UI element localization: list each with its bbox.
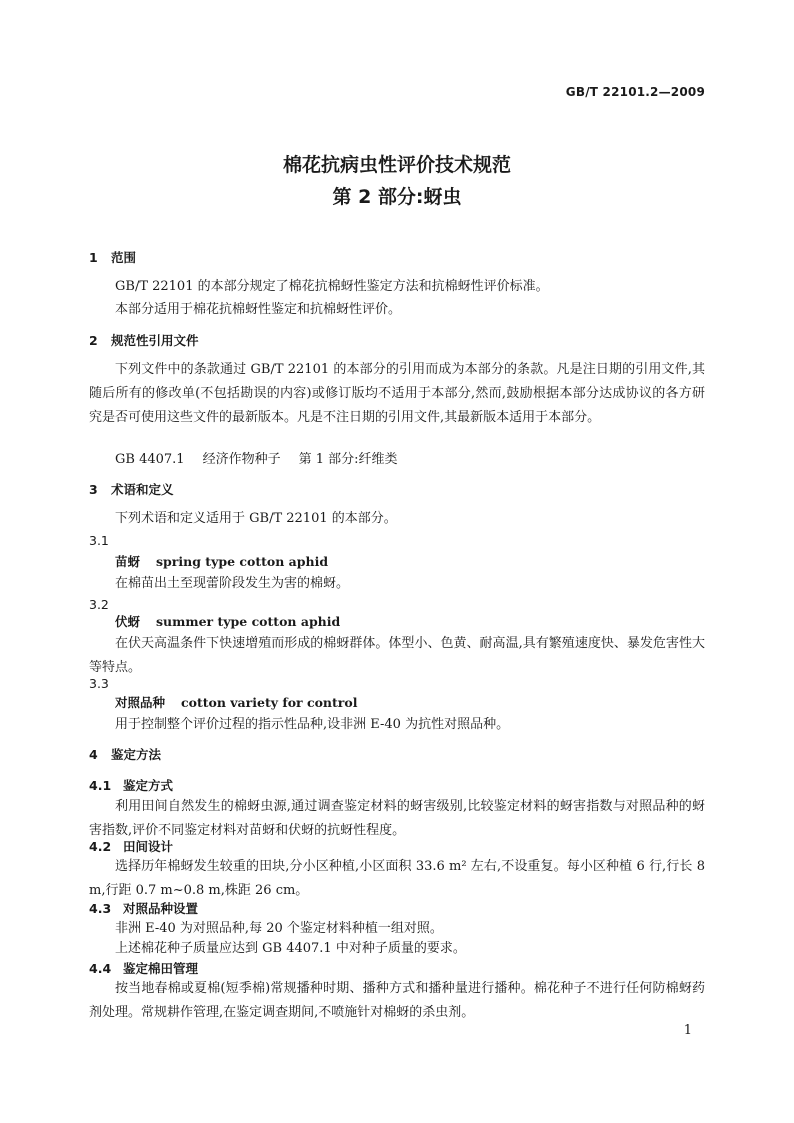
section-2-heading: 2 规范性引用文件	[89, 333, 199, 348]
document-subtitle: 第 2 部分:蚜虫	[332, 186, 462, 208]
term-3-1: 苗蚜 spring type cotton aphid	[115, 554, 329, 569]
clause-4-2-text: 选择历年棉蚜发生较重的田块,分小区种植,小区面积 33.6 m² 左右,不设重复。每小区种植 6 行,行长 8 m,行距 0.7 m~0.8 m,株距 26 cm。	[89, 859, 705, 898]
section-1-paragraph-2: 本部分适用于棉花抗棉蚜性鉴定和抗棉蚜性评价。	[115, 302, 402, 317]
term-3-2: 伏蚜 summer type cotton aphid	[115, 614, 341, 629]
term-3-3-number: 3.3	[89, 676, 109, 691]
section-1-paragraph-1: GB/T 22101 的本部分规定了棉花抗棉蚜性鉴定方法和抗棉蚜性评价标准。	[115, 279, 549, 294]
clause-4-3-paragraph-1: 非洲 E-40 为对照品种,每 20 个鉴定材料种植一组对照。	[115, 921, 443, 936]
term-3-2-definition: 在伏天高温条件下快速增殖而形成的棉蚜群体。体型小、色黄、耐高温,具有繁殖速度快、暴发危害性大等特点。	[89, 636, 705, 675]
section-3-heading: 3 术语和定义	[89, 482, 174, 497]
section-2-paragraph: 下列文件中的条款通过 GB/T 22101 的本部分的引用而成为本部分的条款。凡是注日期的引用文件,其随后所有的修改单(不包括勘误的内容)或修订版均不适用于本部分,然而,鼓励根据本部分达成协议的各方研究是否可使用这些文件的最新版本。凡是不注日期的引用文件,其最新版本适用于本部分。	[89, 362, 705, 425]
section-4-heading: 4 鉴定方法	[89, 747, 162, 762]
clause-4-1-heading: 4.1 鉴定方式	[89, 778, 174, 793]
clause-4-1-text: 利用田间自然发生的棉蚜虫源,通过调查鉴定材料的蚜害级别,比较鉴定材料的蚜害指数与对照品种的蚜害指数,评价不同鉴定材料对苗蚜和伏蚜的抗蚜性程度。	[89, 799, 705, 838]
clause-4-3-heading: 4.3 对照品种设置	[89, 901, 199, 916]
clause-4-4-text: 按当地春棉或夏棉(短季棉)常规播种时期、播种方式和播种量进行播种。棉花种子不进行任何防棉蚜药剂处理。常规耕作管理,在鉴定调查期间,不喷施针对棉蚜的杀虫剂。	[89, 981, 705, 1020]
standard-code: GB/T 22101.2—2009	[565, 85, 705, 99]
page-number: 1	[683, 1023, 692, 1038]
clause-4-3-paragraph-2: 上述棉花种子质量应达到 GB 4407.1 中对种子质量的要求。	[115, 941, 466, 956]
document-title: 棉花抗病虫性评价技术规范	[282, 154, 511, 176]
clause-4-2-heading: 4.2 田间设计	[89, 839, 174, 854]
term-3-3: 对照品种 cotton variety for control	[115, 695, 358, 710]
term-3-1-definition: 在棉苗出土至现蕾阶段发生为害的棉蚜。	[115, 576, 350, 591]
normative-reference: GB 4407.1 经济作物种子 第 1 部分:纤维类	[115, 452, 398, 467]
section-3-intro: 下列术语和定义适用于 GB/T 22101 的本部分。	[115, 511, 397, 526]
section-1-heading: 1 范围	[89, 250, 137, 265]
term-3-1-number: 3.1	[89, 533, 109, 548]
clause-4-4-heading: 4.4 鉴定棉田管理	[89, 961, 199, 976]
term-3-2-number: 3.2	[89, 597, 109, 612]
term-3-3-definition: 用于控制整个评价过程的指示性品种,设非洲 E-40 为抗性对照品种。	[115, 717, 510, 732]
